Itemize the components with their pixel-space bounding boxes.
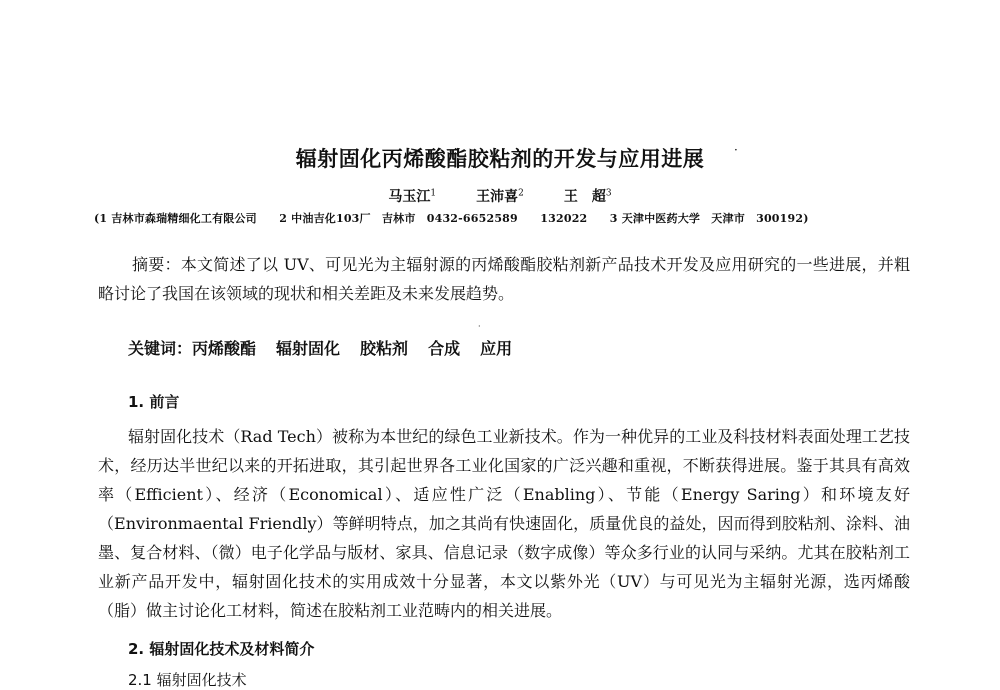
paper-title: 辐射固化丙烯酸酯胶粘剂的开发与应用进展 [295,147,705,171]
author-name: 王 超 [563,189,606,205]
author-name: 马玉江 [388,189,431,205]
author-affil-number: 3 [605,188,612,199]
subsection-heading: 2.1 辐射固化技术 [128,671,247,689]
keyword: 辐射固化 [276,339,341,358]
title-mark: · [734,143,738,157]
section-heading-materials: 2. 辐射固化技术及材料简介 [128,640,315,658]
keyword: 合成 [428,339,461,358]
author-2 [476,186,524,206]
keywords [128,336,532,359]
section-heading-intro: 1. 前言 [128,393,180,411]
author-3 [564,186,612,206]
keyword: 胶粘剂 [360,339,409,358]
abstract: 摘要：本文简述了以 UV、可见光为主辐射源的丙烯酸酯胶粘剂新产品技术开发及应用研究的一些进展，并粗略讨论了我国在该领域的现状和相关差距及未来发展趋势。 [98,255,910,303]
author-name: 王沛喜 [476,189,519,205]
author-list [0,186,1000,206]
author-affil-number: 2 [518,188,524,199]
keyword: 丙烯酸酯 [192,339,257,358]
affiliations: (1 吉林市森瑞精细化工有限公司 2 中油吉化103厂 吉林市 0432-6652589 132022 3 天津中医药大学 天津市 300192) [94,212,809,225]
stray-mark: · [478,322,481,331]
keywords-label: 关键词： [128,339,193,358]
author-1 [388,186,436,206]
author-affil-number: 1 [430,188,437,199]
keyword: 应用 [480,339,513,358]
intro-paragraph: 辐射固化技术（Rad Tech）被称为本世纪的绿色工业新技术。作为一种优异的工业及科技材料表面处理工艺技术，经历达半世纪以来的开拓进取，其引起世界各工业化国家的广泛兴趣和重视，不断获得进展。鉴于其具有高效率（Efficient）、经济（Economical）、适应性广泛（Enabling）、节能（Energy Saring）和环境友好（Environmaental Friendly）等鲜明特点，加之其尚有快速固化，质量优良的益处，因而得到胶粘剂、涂料、油墨、复合材料、（微）电子化学品与版材、家具、信息记录（数字成像）等众多行业的认同与采纳。尤其在胶粘剂工业新产品开发中，辐射固化技术的实用成效十分显著，本文以紫外光（UV）与可见光为主辐射光源，选丙烯酸（脂）做主讨论化工材料，简述在胶粘剂工业范畴内的相关进展。 [98,427,910,620]
